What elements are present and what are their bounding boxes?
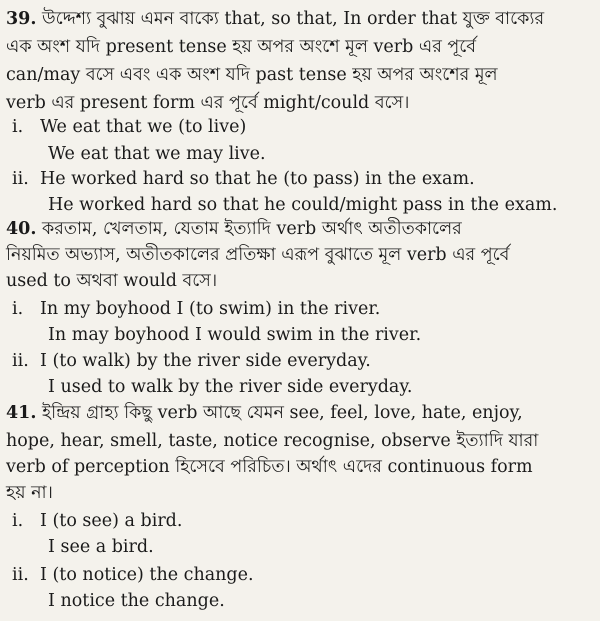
rule-number: 40. <box>6 219 37 239</box>
rule-40-line-2: নিয়মিত অভ্যাস, অতীতকালের প্রতিক্ষা এরূপ বুঝাতে মূল verb এর পূর্বে <box>6 245 510 265</box>
example-40-i-question <box>6 296 594 322</box>
rule-39-line-2: এক অংশ যদি present tense হয় অপর অংশে মূল verb এর পূর্বে <box>6 37 477 57</box>
rule-text: উদ্দেশ্য বুঝায় এমন বাক্যে that, so that, In order that যুক্ত বাক্যের <box>42 9 545 29</box>
example-index: ii. <box>12 169 29 189</box>
rule-40-line-3: used to অথবা would বসে। <box>6 271 218 291</box>
example-40-i-answer: In may boyhood I would swim in the river. <box>48 325 422 345</box>
rule-41-line-3: verb of perception হিসেবে পরিচিত। অর্থাৎ এদের continuous form <box>6 457 533 477</box>
example-index: ii. <box>12 565 29 585</box>
rule-41-line-4: হয় না। <box>6 483 53 503</box>
rule-39-line-3: can/may বসে এবং এক অংশ যদি past tense হয় অপর অংশের মূল <box>6 65 498 85</box>
example-40-ii-question <box>6 348 594 374</box>
example-question: We eat that we (to live) <box>40 117 247 137</box>
example-index: ii. <box>12 351 29 371</box>
example-question: I (to walk) by the river side everyday. <box>40 351 371 371</box>
example-index: i. <box>12 299 24 319</box>
rule-41-line-1 <box>6 400 594 426</box>
example-41-i-answer: I see a bird. <box>48 537 154 557</box>
rule-39-line-4: verb এর present form এর পূর্বে might/could বসে। <box>6 93 410 113</box>
example-39-i-question <box>6 114 594 140</box>
rule-41-line-2: hope, hear, smell, taste, notice recognise, observe ইত্যাদি যারা <box>6 431 539 451</box>
example-question: I (to see) a bird. <box>40 511 183 531</box>
rule-text: করতাম, খেলতাম, যেতাম ইত্যাদি verb অর্থাৎ অতীতকালের <box>42 219 462 239</box>
example-index: i. <box>12 511 24 531</box>
rule-39-line-1 <box>6 6 594 32</box>
rule-number: 41. <box>6 403 37 423</box>
example-40-ii-answer: I used to walk by the river side everyday. <box>48 377 413 397</box>
rule-text: ইন্দ্রিয় গ্রাহ্য কিছু verb আছে যেমন see, feel, love, hate, enjoy, <box>42 403 523 423</box>
example-question: He worked hard so that he (to pass) in the exam. <box>40 169 475 189</box>
example-question: I (to notice) the change. <box>40 565 254 585</box>
rule-40-line-1 <box>6 216 594 242</box>
rule-number: 39. <box>6 9 37 29</box>
example-41-ii-answer: I notice the change. <box>48 591 225 611</box>
example-41-i-question <box>6 508 594 534</box>
example-41-ii-question <box>6 562 594 588</box>
example-39-ii-question <box>6 166 594 192</box>
example-39-ii-answer: He worked hard so that he could/might pass in the exam. <box>48 195 558 215</box>
example-question: In my boyhood I (to swim) in the river. <box>40 299 381 319</box>
example-index: i. <box>12 117 24 137</box>
example-39-i-answer: We eat that we may live. <box>48 144 266 164</box>
